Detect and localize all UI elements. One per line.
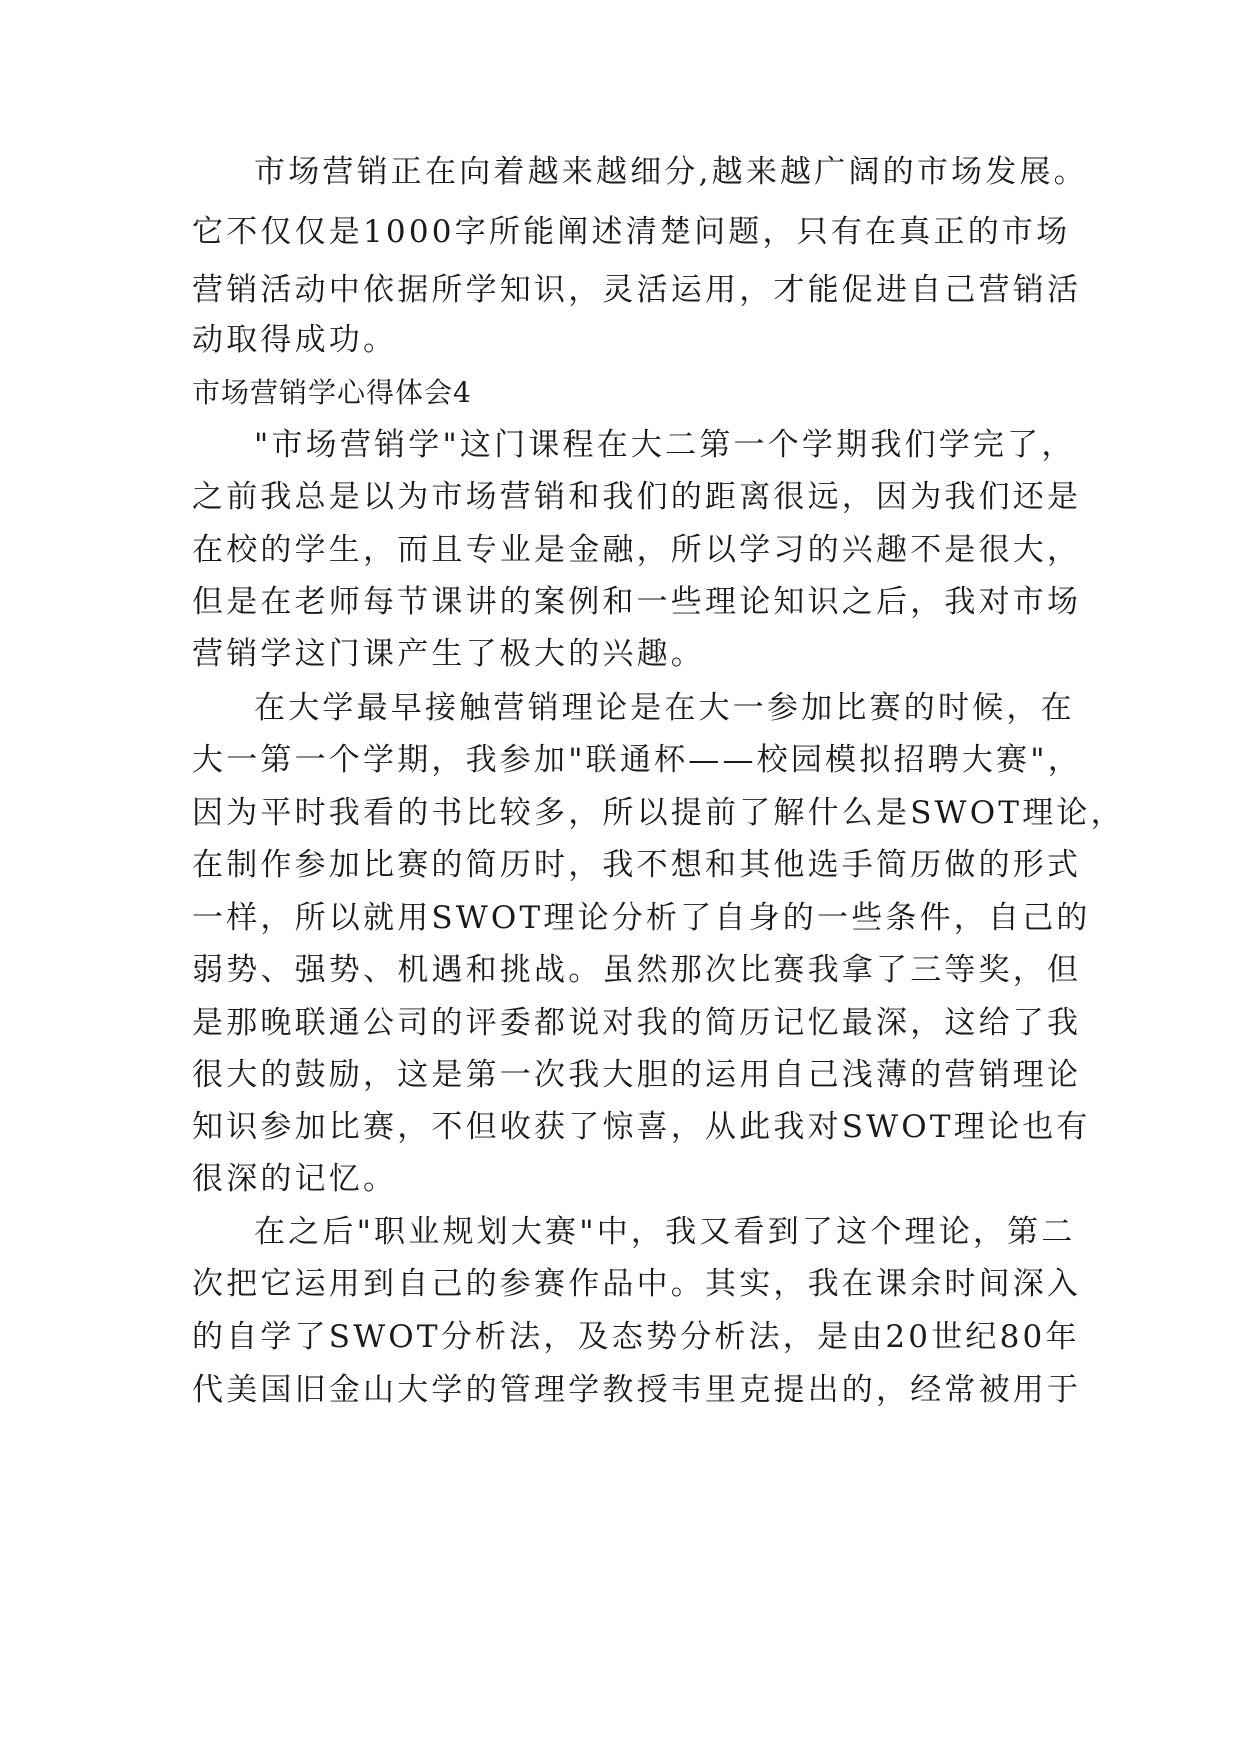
paragraph-line: 的自学了SWOT分析法，及态势分析法，是由20世纪80年 [192,1319,1080,1355]
paragraph-line: 是那晚联通公司的评委都说对我的简历记忆最深，这给了我 [192,1005,1082,1041]
paragraph-line: 很深的记忆。 [192,1161,398,1197]
paragraph-line: 营销活动中依据所学知识，灵活运用，才能促进自己营销活 [192,272,1082,308]
paragraph-line: 营销学这门课产生了极大的兴趣。 [192,636,705,672]
paragraph-line: 知识参加比赛，不但收获了惊喜，从此我对SWOT理论也有 [192,1109,1091,1145]
paragraph-line: 但是在老师每节课讲的案例和一些理论知识之后，我对市场 [192,584,1082,620]
paragraph-line: 一样，所以就用SWOT理论分析了自身的一些条件，自己的 [192,900,1091,936]
paragraph-line: 在制作参加比赛的简历时，我不想和其他选手简历做的形式 [192,847,1082,883]
paragraph-line: 很大的鼓励，这是第一次我大胆的运用自己浅薄的营销理论 [192,1057,1082,1093]
paragraph-line: 之前我总是以为市场营销和我们的距离很远，因为我们还是 [192,479,1082,515]
paragraph-line: 在大学最早接触营销理论是在大一参加比赛的时候，在 [254,690,1075,726]
paragraph-line: 在之后"职业规划大赛"中，我又看到了这个理论，第二 [254,1214,1076,1250]
section-heading: 市场营销学心得体会4 [192,376,472,409]
paragraph-line: 它不仅仅是1000字所能阐述清楚问题，只有在真正的市场 [192,214,1071,250]
paragraph-line: 在校的学生，而且专业是金融，所以学习的兴趣不是很大， [192,532,1082,568]
paragraph-line: 因为平时我看的书比较多，所以提前了解什么是SWOT理论， [192,795,1125,831]
paragraph-line: 市场营销正在向着越来越细分,越来越广阔的市场发展。 [254,154,1088,190]
paragraph-line: 大一第一个学期，我参加"联通杯——校园模拟招聘大赛"， [192,742,1082,778]
paragraph-line: 弱势、强势、机遇和挑战。虽然那次比赛我拿了三等奖，但 [192,952,1082,988]
paragraph-line: 次把它运用到自己的参赛作品中。其实，我在课余时间深入 [192,1266,1082,1302]
paragraph-line: "市场营销学"这门课程在大二第一个学期我们学完了， [254,427,1076,463]
paragraph-line: 代美国旧金山大学的管理学教授韦里克提出的，经常被用于 [192,1372,1082,1408]
paragraph-line: 动取得成功。 [192,322,398,358]
